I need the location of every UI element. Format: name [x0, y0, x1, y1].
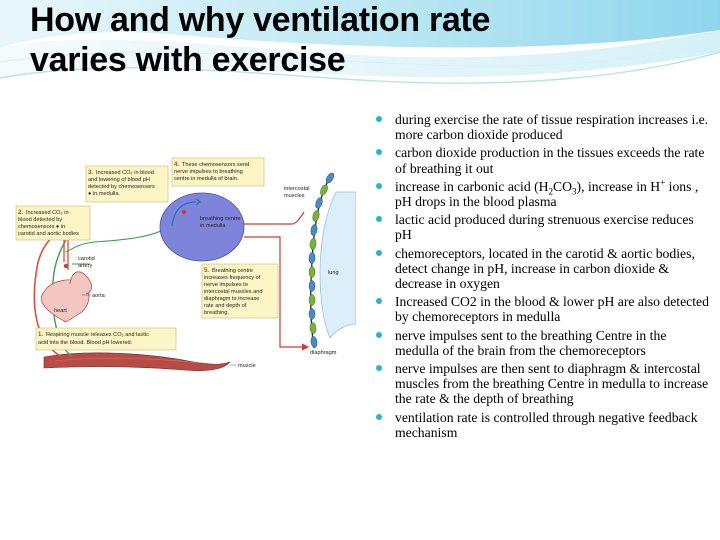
title-line-1: How and why ventilation rate — [30, 1, 491, 39]
box-3-text: 3. Increased CO₂ in blood and lowering of blood pH detected by chemosensors ● in medulla. — [88, 170, 155, 197]
aorta-label: aorta — [92, 293, 105, 299]
chemosensor-carotid-dot — [64, 264, 68, 268]
box-5-text: 5. Breathing centre increases frequency of nerve impulses to intercostal muscles and diaphragm to increase rate and depth of breathing. — [204, 268, 263, 316]
bullet-text: during exercise the rate of tissue respiration increases i.e. more carbon dioxide produced — [395, 112, 709, 143]
bullet-text: nerve impulses are then sent to diaphragm & intercostal muscles from the breathing Centre in medulla to increase the rate & the depth of breathing — [395, 361, 709, 407]
bullet-text: carbon dioxide production in the tissues exceeds the rate of breathing it out — [395, 145, 705, 176]
bullet-text: Increased CO2 in the blood & lower pH are also detected by chemoreceptors in medulla — [395, 294, 709, 325]
bullet-list — [374, 112, 710, 443]
bullet-text: ventilation rate is controlled through negative feedback mechanism — [395, 409, 698, 440]
bullet-item — [374, 212, 710, 242]
carotid-artery-label: carotid artery — [78, 256, 95, 269]
bullet-item — [374, 410, 710, 440]
box-1-text: 1. Respiring muscle releases CO₂ and lactic acid into the blood. Blood pH lowered. — [38, 332, 149, 346]
intercostal-label: intercostal muscles — [284, 186, 310, 199]
box-2 — [16, 201, 90, 240]
box-2-text: 2. Increased CO₂ in blood detected by chemosensors ● in carotid and aortic bodies — [18, 210, 79, 237]
bullet-item — [374, 179, 710, 209]
bullet-text: increase in carbonic acid (H — [395, 178, 549, 194]
slide-title — [30, 0, 630, 80]
ventilation-control-diagram — [14, 152, 356, 374]
title-line-2: varies with exercise — [30, 41, 346, 79]
bullet-item — [374, 328, 710, 358]
box-4-text: 4. These chemosensors send nerve impulses to breathing centre in medulla of brain. — [174, 162, 250, 182]
subscript: 2 — [548, 186, 554, 197]
box-5 — [202, 259, 278, 318]
bullet-item — [374, 145, 710, 175]
bullet-item — [374, 112, 710, 142]
heart-label: heart — [54, 308, 67, 314]
diaphragm-label: diaphragm — [310, 350, 337, 356]
lung-label: lung — [328, 270, 339, 276]
bullet-text: CO — [553, 178, 573, 194]
chemosensor-medulla-dot — [182, 210, 186, 214]
bullet-text: ), increase in H — [576, 178, 661, 194]
bullet-item — [374, 361, 710, 407]
bullet-text: lactic acid produced during strenuous exercise reduces pH — [395, 212, 694, 243]
bullet-text: nerve impulses sent to the breathing Centre in the medulla of the brain from the chemoreceptors — [395, 327, 667, 358]
muscle-label: muscle — [238, 363, 256, 369]
superscript: + — [660, 177, 666, 188]
subscript: 3 — [572, 186, 577, 197]
bullet-text: chemoreceptors, located in the carotid & aortic bodies, detect change in pH, increase in carbon dioxide & decrease in oxygen — [395, 245, 695, 292]
breathing-centre-label: breathing centre in medulla — [200, 216, 241, 229]
bullet-item — [374, 246, 710, 292]
bullet-text: ions , pH drops in the blood plasma — [395, 178, 699, 210]
bullet-item — [374, 294, 710, 324]
box-3 — [86, 161, 168, 202]
box-4 — [172, 153, 264, 186]
